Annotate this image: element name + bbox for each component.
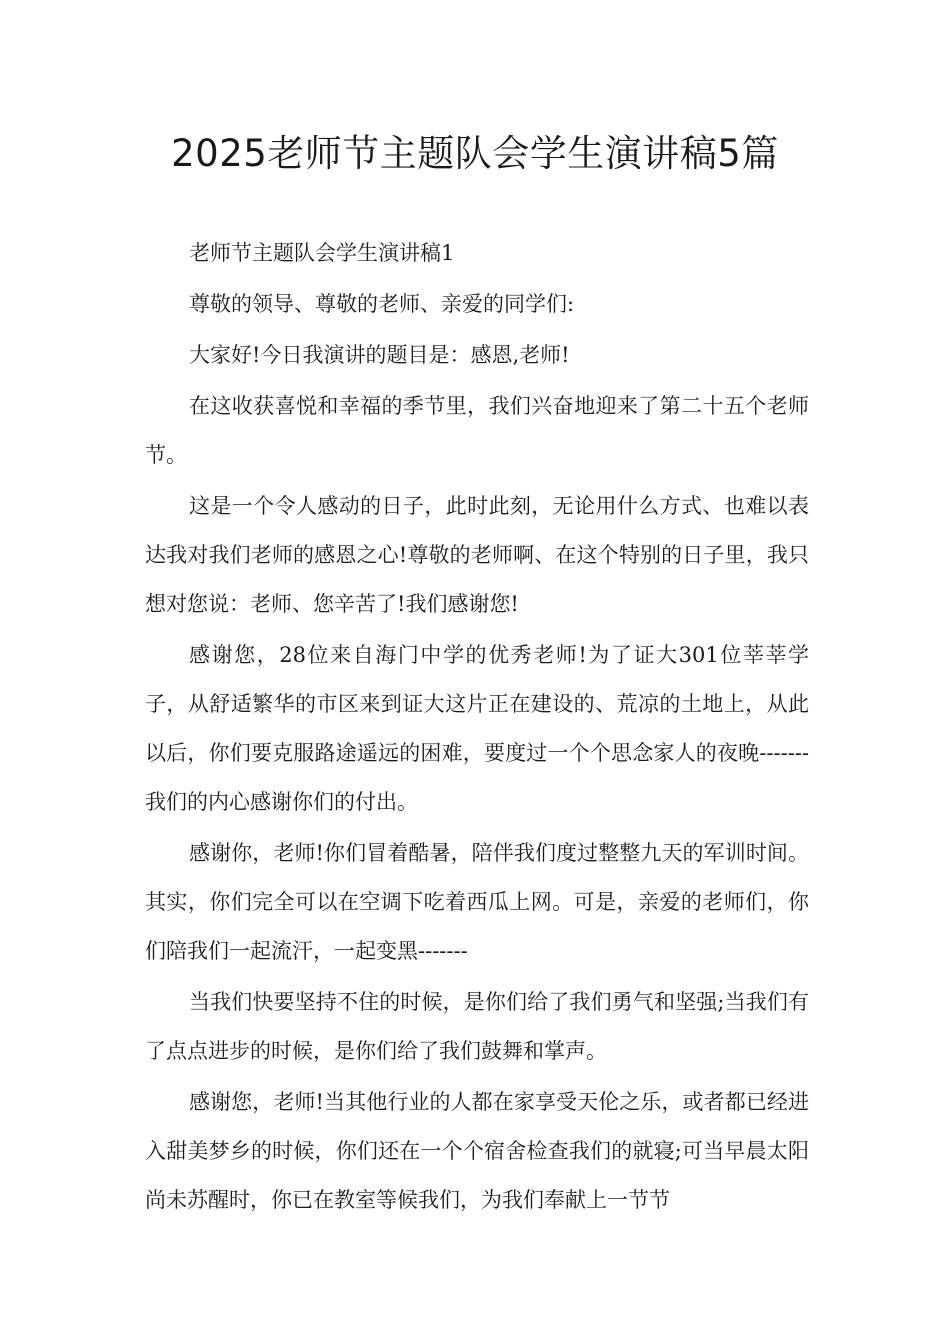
paragraph: 感谢您，28位来自海门中学的优秀老师!为了证大301位莘莘学子，从舒适繁华的市区来到证大这片正在建设的、荒凉的土地上，从此以后，你们要克服路途遥远的困难，要度过一个个思念家人的夜晚-------我们的内心感谢你们的付出。 xyxy=(145,643,809,814)
paragraph-greeting: 大家好!今日我演讲的题目是：感恩,老师! xyxy=(189,343,570,367)
paragraph: 这是一个令人感动的日子，此时此刻，无论用什么方式、也难以表达我对我们老师的感恩之心!尊敬的老师啊、在这个特别的日子里，我只想对您说：老师、您辛苦了!我们感谢您! xyxy=(145,494,809,616)
paragraph-subtitle: 老师节主题队会学生演讲稿1 xyxy=(189,241,455,265)
document-title: 2025老师节主题队会学生演讲稿5篇 xyxy=(171,132,779,175)
paragraph: 感谢您，老师!当其他行业的人都在家享受天伦之乐，或者都已经进入甜美梦乡的时候，你们还在一个个宿舍检查我们的就寝;可当早晨太阳尚未苏醒时，你已在教室等候我们，为我们奉献上一节节 xyxy=(145,1090,809,1212)
paragraph: 在这收获喜悦和幸福的季节里，我们兴奋地迎来了第二十五个老师节。 xyxy=(145,394,809,467)
paragraph: 感谢你，老师!你们冒着酷暑，陪伴我们度过整整九天的军训时间。其实，你们完全可以在空调下吃着西瓜上网。可是，亲爱的老师们，你们陪我们一起流汗，一起变黑------- xyxy=(145,841,809,963)
paragraph-salutation: 尊敬的领导、尊敬的老师、亲爱的同学们: xyxy=(189,292,575,316)
document-body xyxy=(145,229,809,1227)
paragraph: 当我们快要坚持不住的时候，是你们给了我们勇气和坚强;当我们有了点点进步的时候，是你们给了我们鼓舞和掌声。 xyxy=(145,990,809,1063)
